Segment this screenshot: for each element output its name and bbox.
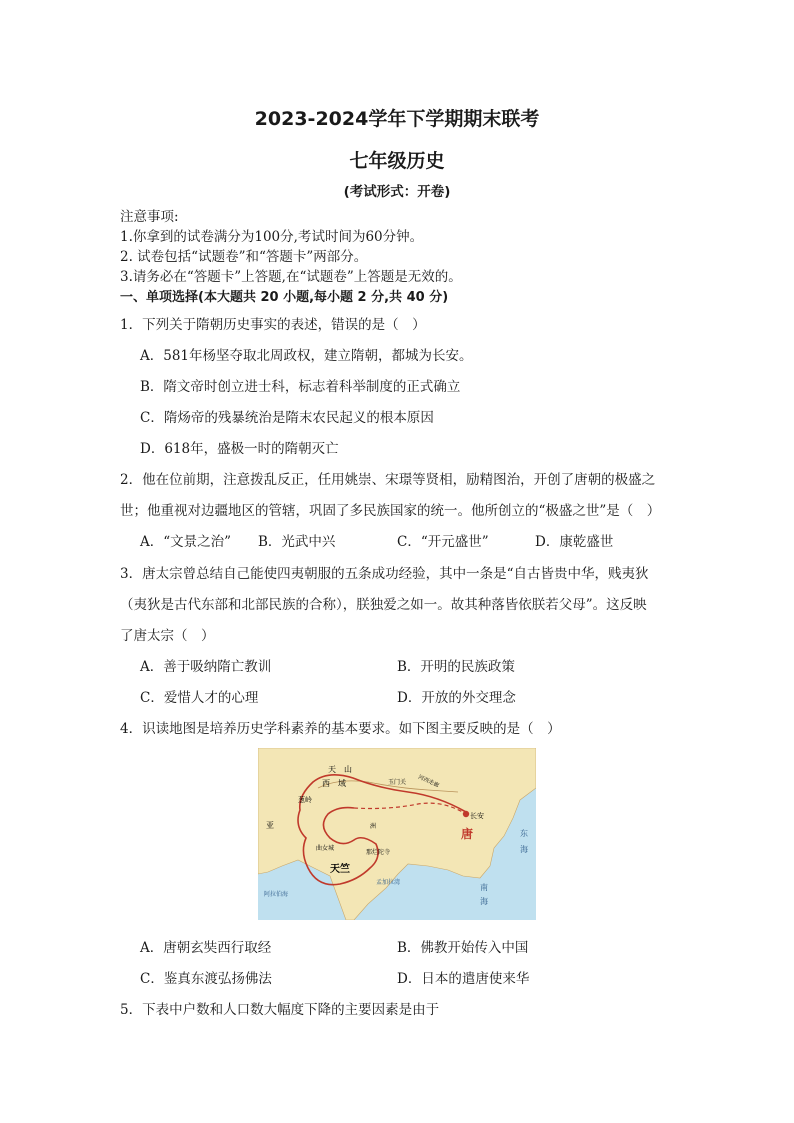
map-label-hai: 海 [520, 845, 528, 854]
map-label-ya: 亚 [266, 821, 274, 830]
map-label-nalanduo: 那烂陀寺 [366, 849, 391, 856]
map-label-mengjiala: 孟加拉湾 [376, 879, 401, 886]
map-label-xiyu: 西 域 [322, 779, 346, 788]
map-label-nan: 南 [480, 883, 488, 892]
q4-option-d[interactable]: D．日本的遣唐使来华 [397, 971, 530, 987]
exam-subtitle: 七年级历史 [349, 150, 445, 172]
q1-option-c[interactable]: C．隋炀帝的残暴统治是隋末农民起义的根本原因 [140, 410, 434, 426]
map-label-zhou: 洲 [370, 823, 377, 830]
exam-form: (考试形式：开卷) [343, 184, 451, 200]
q4-option-b[interactable]: B．佛教开始传入中国 [397, 940, 529, 956]
map-label-dong: 东 [520, 829, 528, 838]
q1-stem: 1．下列关于隋朝历史事实的表述，错误的是（ ） [120, 317, 426, 333]
section-heading: 一、单项选择(本大题共 20 小题,每小题 2 分,共 40 分) [120, 290, 449, 305]
map-label-hexi: 河西走廊 [417, 774, 440, 790]
q2-stem-line1: 2．他在位前期，注意拨乱反正，任用姚崇、宋璟等贤相，励精图治，开创了唐朝的极盛之 [120, 472, 656, 488]
q2-option-c[interactable]: C．“开元盛世” [397, 534, 489, 550]
map-label-changan: 长安 [470, 812, 484, 820]
q2-option-b[interactable]: B．光武中兴 [258, 534, 336, 550]
q4-option-a[interactable]: A．唐朝玄奘西行取经 [140, 940, 272, 956]
map-label-tianzhu: 天竺 [330, 864, 350, 875]
note-item-2: 2. 试卷包括“试题卷”和“答题卡”两部分。 [120, 249, 368, 265]
q1-option-a[interactable]: A．581年杨坚夺取北周政权，建立隋朝，都城为长安。 [140, 348, 473, 364]
note-item-1: 1.你拿到的试卷满分为100分,考试时间为60分钟。 [120, 229, 424, 245]
note-item-3: 3.请务必在“答题卡”上答题,在“试题卷”上答题是无效的。 [120, 269, 462, 285]
q4-option-c[interactable]: C．鉴真东渡弘扬佛法 [140, 971, 272, 987]
q3-option-a[interactable]: A．善于吸纳隋亡教训 [140, 659, 272, 675]
exam-title: 2023-2024学年下学期期末联考 [254, 108, 540, 130]
q4-stem: 4．识读地图是培养历史学科素养的基本要求。如下图主要反映的是（ ） [120, 721, 561, 737]
q3-stem-line3: 了唐太宗（ ） [120, 628, 215, 644]
map-label-alabo: 阿拉伯海 [264, 891, 289, 898]
q3-stem-line2: （夷狄是古代东部和北部民族的合称），朕独爱之如一。故其种落皆依朕若父母”。这反映 [120, 597, 647, 613]
q2-stem-line2: 世；他重视对边疆地区的管辖，巩固了多民族国家的统一。他所创立的“极盛之世”是（ ） [120, 503, 661, 519]
q2-option-a[interactable]: A．“文景之治” [140, 534, 232, 550]
q1-option-b[interactable]: B．隋文帝时创立进士科，标志着科举制度的正式确立 [140, 379, 461, 395]
xuanzang-route-map [258, 748, 536, 920]
notes-heading: 注意事项: [120, 209, 179, 225]
q5-stem: 5．下表中户数和人口数大幅度下降的主要因素是由于 [120, 1002, 440, 1018]
q3-option-c[interactable]: C．爱惜人才的心理 [140, 690, 259, 706]
q3-option-b[interactable]: B．开明的民族政策 [397, 659, 515, 675]
q1-option-d[interactable]: D．618年，盛极一时的隋朝灭亡 [140, 441, 339, 457]
q2-option-d[interactable]: D．康乾盛世 [535, 534, 614, 550]
map-label-yumen: 玉门关 [388, 779, 407, 786]
map-label-congling: 葱岭 [298, 796, 312, 804]
q3-option-d[interactable]: D．开放的外交理念 [397, 690, 516, 706]
map-label-hai2: 海 [480, 897, 488, 906]
q3-stem-line1: 3．唐太宗曾总结自己能使四夷朝服的五条成功经验，其中一条是“自古皆贵中华，贱夷狄 [120, 566, 649, 582]
map-label-tang: 唐 [461, 827, 474, 841]
changan-marker [463, 811, 469, 817]
map-label-qunucheng: 曲女城 [316, 845, 335, 852]
map-label-tianshan: 天 山 [328, 765, 352, 774]
